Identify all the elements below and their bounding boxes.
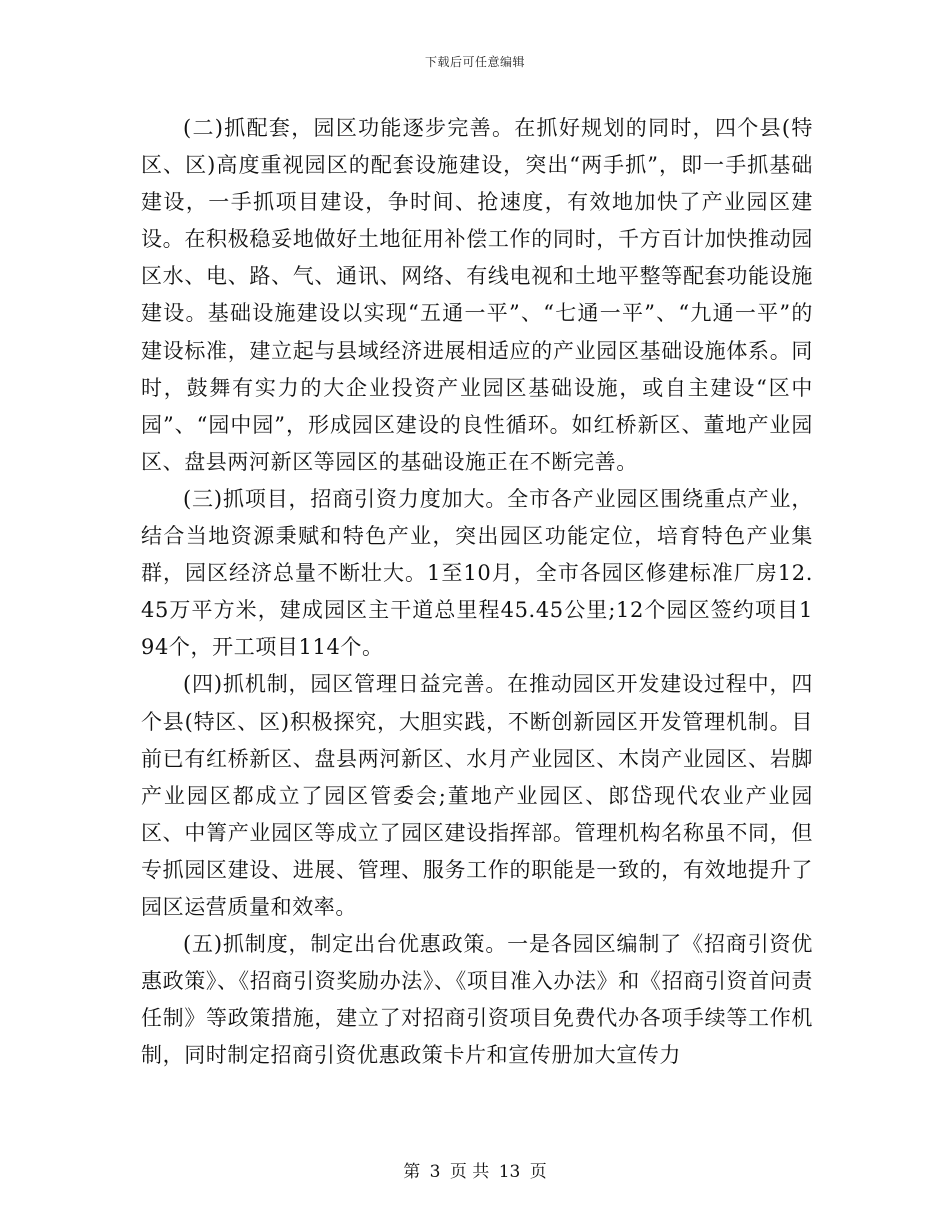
paragraph-projects: (三)抓项目，招商引资力度加大。全市各产业园区围绕重点产业，结合当地资源秉赋和特色产业，突出园区功能定位，培育特色产业集群，园区经济总量不断壮大。1至10月，全市各园区修建标准厂房12.45万平方米，建成园区主干道总里程45.45公里;12个园区签约项目194个，开工项目114个。 (141, 486, 813, 660)
page-header: 下载后可任意编辑 (424, 55, 525, 69)
footer-suffix: 页 (529, 1162, 547, 1182)
paragraph-infrastructure: (二)抓配套，园区功能逐步完善。在抓好规划的同时，四个县(特区、区)高度重视园区的配套设施建设，突出“两手抓”，即一手抓基础建设，一手抓项目建设，争时间、抢速度，有效地加快了产业园区建设。在积极稳妥地做好土地征用补偿工作的同时，千方百计加快推动园区水、电、路、气、通讯、网络、有线电视和土地平整等配套功能设施建设。基础设施建设以实现“五通一平”、“七通一平”、“九通一平”的建设标准，建立起与县域经济进展相适应的产业园区基础设施体系。同时，鼓舞有实力的大企业投资产业园区基础设施，或自主建设“区中园”、“园中园”，形成园区建设的良性循环。如红桥新区、董地产业园区、盘县两河新区等园区的基础设施正在不断完善。 (141, 116, 813, 474)
footer-total-pages: 13 (498, 1162, 521, 1182)
page-footer (0, 1157, 950, 1182)
document-body (141, 110, 813, 1074)
footer-middle: 页 共 (449, 1162, 490, 1182)
paragraph-mechanism: (四)抓机制，园区管理日益完善。在推动园区开发建设过程中，四个县(特区、区)积极探究，大胆实践，不断创新园区开发管理机制。目前已有红桥新区、盘县两河新区、水月产业园区、木岗产业园区、岩脚产业园区都成立了园区管委会;董地产业园区、郎岱现代农业产业园区、中箐产业园区等成立了园区建设指挥部。管理机构名称虽不同，但专抓园区建设、进展、管理、服务工作的职能是一致的，有效地提升了园区运营质量和效率。 (141, 672, 813, 919)
footer-prefix: 第 (403, 1162, 421, 1182)
paragraph-policy: (五)抓制度，制定出台优惠政策。一是各园区编制了《招商引资优惠政策》、《招商引资奖励办法》、《项目准入办法》和《招商引资首问责任制》等政策措施，建立了对招商引资项目免费代办各项手续等工作机制，同时制定招商引资优惠政策卡片和宣传册加大宣传力 (141, 932, 813, 1068)
footer-page-number: 3 (429, 1162, 441, 1182)
